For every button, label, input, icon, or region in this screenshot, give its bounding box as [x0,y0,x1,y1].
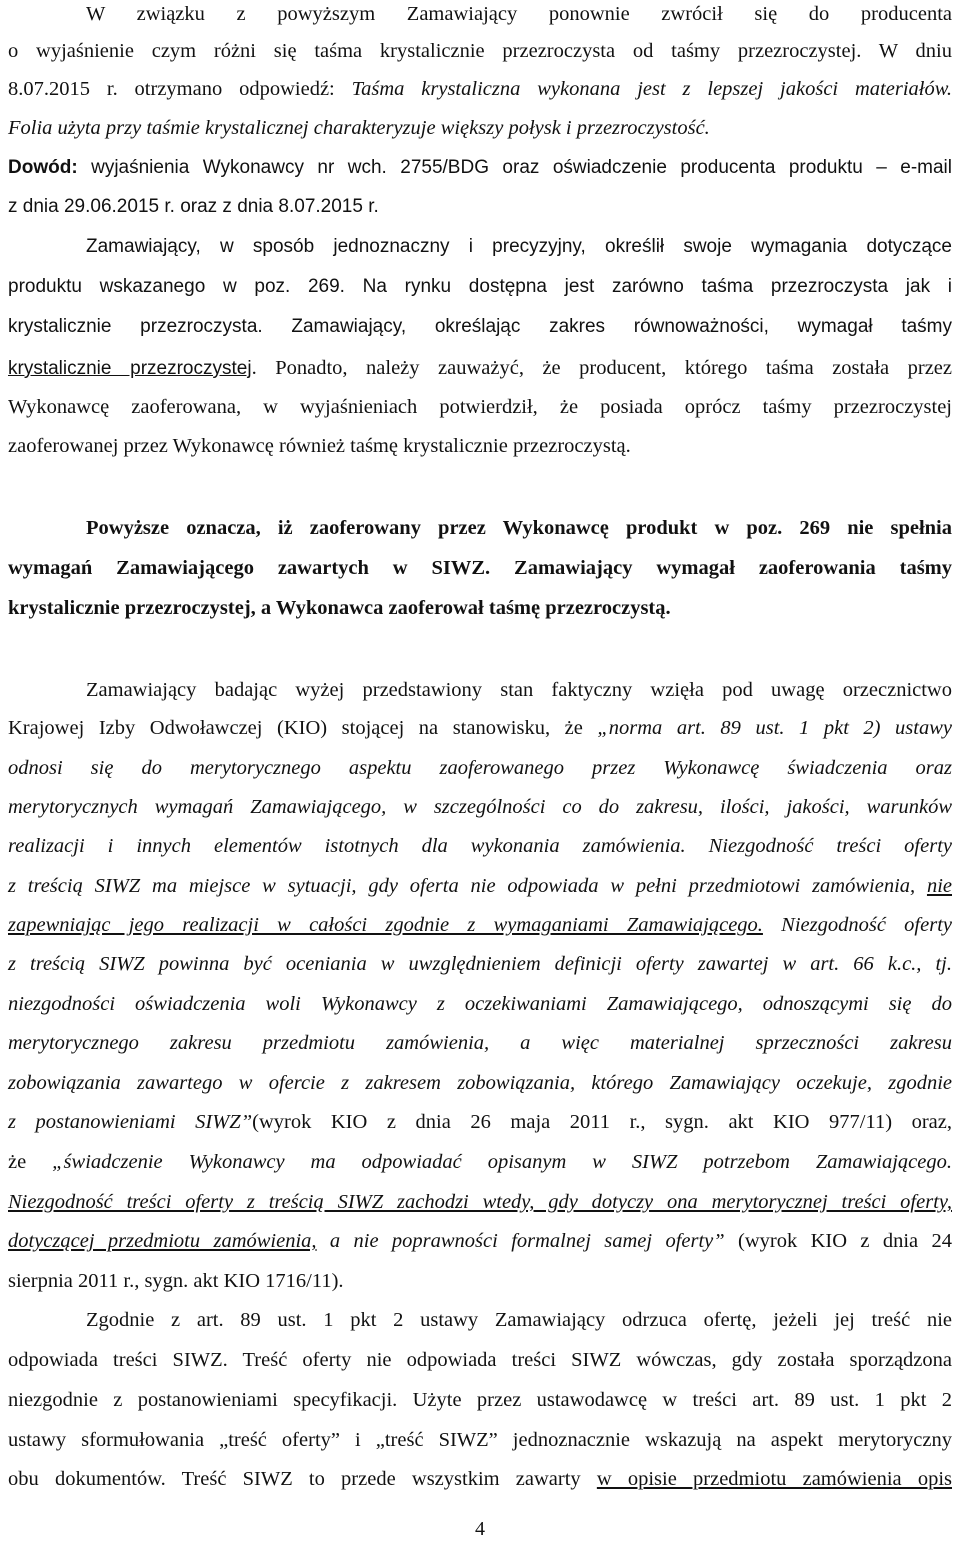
underlined-phrase-cont: zapewniając jego realizacji w całości zgodnie z wymaganiami Zamawiającego. [8,914,763,936]
p3-line-16: sierpnia 2011 r., sygn. akt KIO 1716/11). [8,1270,344,1292]
p3-line-10: merytorycznego zakresu przedmiotu zamówienia, a więc materialnej sprzeczności zakresu [8,1032,952,1054]
underlined-term: krystalicznie przezroczystej [8,358,252,379]
p3-line-6-text: z treścią SIWZ ma miejsce w sytuacji, gdy oferta nie odpowiada w pełni przedmiotowi zamówienia, [8,875,927,897]
p4-line-5 [8,1465,952,1493]
p2-line-4-text: . Ponadto, należy zauważyć, że producent, którego taśma została przez [251,357,952,379]
p4-line-2: odpowiada treści SIWZ. Treść oferty nie odpowiada treści SIWZ wówczas, gdy została sporządzona [8,1349,952,1371]
p2-line-5: Wykonawcę zaoferowana, w wyjaśnieniach potwierdził, że posiada oprócz taśmy przezroczystej [8,396,952,418]
underlined-phrase: nie [926,875,952,897]
p3-line-2-text: Krajowej Izby Odwoławczej (KIO) stojącej na stanowisku, że [8,717,598,739]
p1-line-2: o wyjaśnienie czym różni się taśma krystalicznie przezroczysta od taśmy przezroczystej. W dniu [8,40,952,62]
p3-line-13 [8,1148,952,1176]
p3-line-5: realizacji i innych elementów istotnych dla wykonania zamówienia. Niezgodność treści oferty [8,835,952,857]
p3-line-11: zobowiązania zawartego w ofercie z zakresem zobowiązania, którego Zamawiający oczekuje, zgodnie [8,1072,952,1094]
p4-line-3: niezgodnie z postanowieniami specyfikacji. Użyte przez ustawodawcę w treści art. 89 ust. 1 pkt 2 [8,1389,952,1411]
p2-line-1: Zamawiający, w sposób jednoznaczny i precyzyjny, określił swoje wymagania dotyczące [86,236,952,257]
p3-line-7 [8,911,952,939]
p3-line-7-text: Niezgodność oferty [762,914,952,936]
conclusion-line-3: krystalicznie przezroczystej, a Wykonawca zaoferował taśmę przezroczystą. [8,597,671,619]
kio-quote-end: z postanowieniami SIWZ” [8,1111,253,1133]
p4-line-4: ustawy sformułowania „treść oferty” i „treść SIWZ” jednoznacznie wskazują na aspekt merytoryczny [8,1429,952,1451]
p3-line-15 [8,1227,952,1255]
p2-line-2: produktu wskazanego w poz. 269. Na rynku dostępna jest zarówno taśma przezroczysta jak i [8,276,952,297]
p3-line-3: odnosi się do merytorycznego aspektu zaoferowanego przez Wykonawcę świadczenia oraz [8,757,952,779]
p4-line-5-text: obu dokumentów. Treść SIWZ to przede wszystkim zawarty [8,1468,597,1490]
citation-kio-1716-start: (wyrok KIO z dnia 24 [724,1230,952,1252]
second-quote-start: „świadczenie Wykonawcy ma odpowiadać opisanym w SIWZ potrzebom Zamawiającego. [52,1151,952,1173]
manufacturer-quote: Taśma krystaliczna wykonana jest z lepszej jakości materiałów. [351,78,952,100]
p1-line-3-text: 8.07.2015 r. otrzymano odpowiedź: [8,78,352,100]
kio-quote-start: „norma art. 89 ust. 1 pkt 2) ustawy [597,717,952,739]
p2-line-4 [8,354,952,383]
conclusion-line-1: Powyższe oznacza, iż zaoferowany przez Wykonawcę produkt w poz. 269 nie spełnia [86,517,952,539]
p1-line-3 [8,75,952,103]
evidence-label: Dowód: [8,157,78,178]
p2-line-6: zaoferowanej przez Wykonawcę również taśmę krystalicznie przezroczystą. [8,435,631,457]
page-number: 4 [475,1518,485,1540]
p1-line-4: Folia użyta przy taśmie krystalicznej charakteryzuje większy połysk i przezroczystość. [8,117,710,139]
underlined-phrase-end: w opisie przedmiotu zamówienia opis [596,1468,952,1490]
p2-line-3: krystalicznie przezroczysta. Zamawiający, określając zakres równoważności, wymagał taśmy [8,316,952,337]
conclusion-line-2: wymagań Zamawiającego zawartych w SIWZ. Zamawiający wymagał zaoferowania taśmy [8,557,952,579]
p3-line-6 [8,872,952,900]
p3-line-13-text: że [8,1151,53,1173]
p3-line-9: niezgodności oświadczenia woli Wykonawcy z oczekiwaniami Zamawiającego, odnoszącymi się do [8,993,952,1015]
second-quote-end: a nie poprawności formalnej samej oferty” [316,1230,725,1252]
p3-line-14: Niezgodność treści oferty z treścią SIWZ zachodzi wtedy, gdy dotyczy ona merytorycznej treści oferty, [8,1191,952,1213]
p3-line-4: merytorycznych wymagań Zamawiającego, w szczególności co do zakresu, ilości, jakości, warunków [8,796,952,818]
p1-line-1: W związku z powyższym Zamawiający ponownie zwrócił się do producenta [86,3,952,25]
p3-line-2 [8,714,952,742]
p3-line-1: Zamawiający badając wyżej przedstawiony stan faktyczny wzięła pod uwagę orzecznictwo [86,679,952,701]
p3-line-8: z treścią SIWZ powinna być oceniania w uwzględnieniem definicji oferty zawartej w art. 66 k.c., tj. [8,953,952,975]
p3-line-12 [8,1108,952,1136]
citation-kio-977: (wyrok KIO z dnia 26 maja 2011 r., sygn. akt KIO 977/11) oraz, [252,1111,952,1133]
evidence-text: wyjaśnienia Wykonawcy nr wch. 2755/BDG oraz oświadczenie producenta produktu – e-mail [77,157,952,178]
p1-line-5 [8,154,952,182]
underlined-quote-part: dotyczącej przedmiotu zamówienia, [8,1230,317,1252]
p4-line-1: Zgodnie z art. 89 ust. 1 pkt 2 ustawy Zamawiający odrzuca ofertę, jeżeli jej treść nie [86,1309,952,1331]
p1-line-6: z dnia 29.06.2015 r. oraz z dnia 8.07.2015 r. [8,196,379,217]
